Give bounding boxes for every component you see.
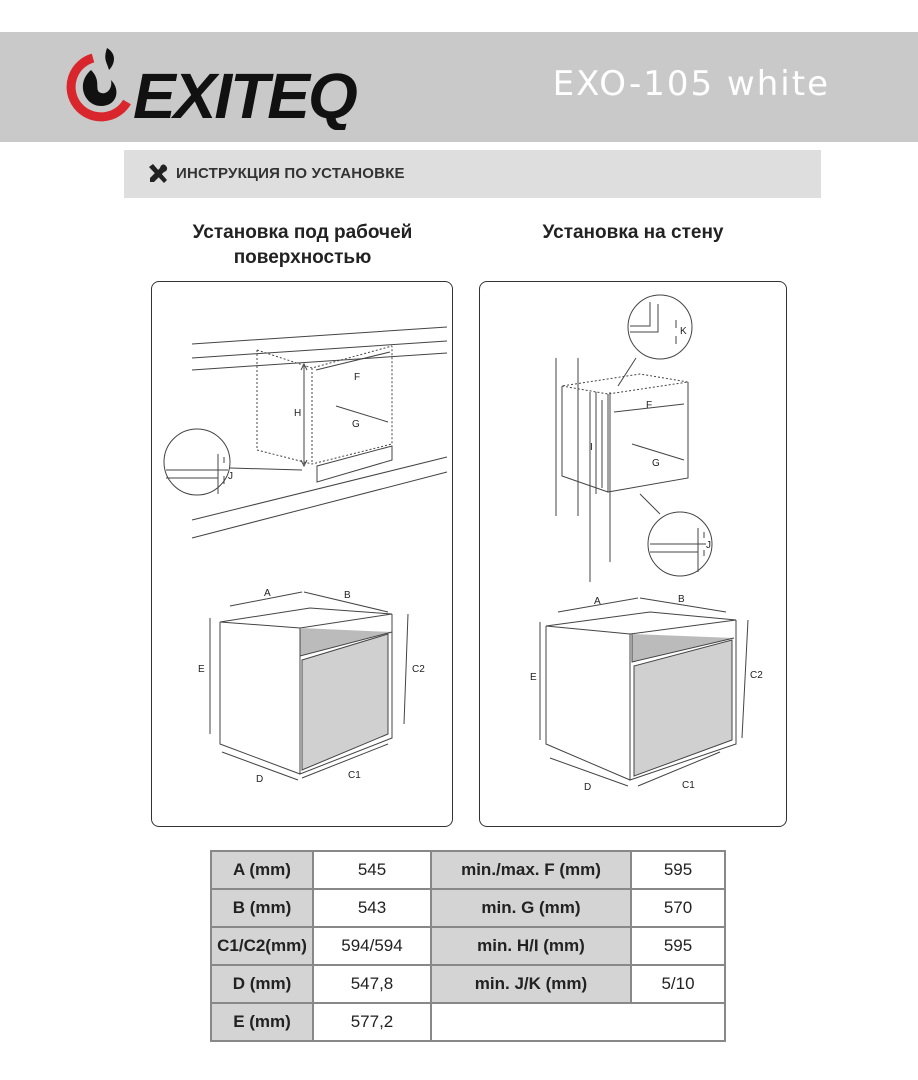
- wall-diagram: [480, 282, 786, 826]
- label-c1-wall: C1: [682, 780, 695, 791]
- section-title: ИНСТРУКЦИЯ ПО УСТАНОВКЕ: [176, 165, 405, 182]
- specs-table: [210, 850, 726, 1042]
- label-d: D: [256, 774, 264, 785]
- label-c2-wall: C2: [750, 670, 763, 681]
- label-i: I: [590, 442, 593, 453]
- label-b-wall: B: [678, 594, 685, 605]
- brand-logo: [55, 40, 395, 130]
- label-e: E: [198, 664, 205, 675]
- model-title: EXO-105 white: [552, 64, 830, 104]
- spec-key: C1/C2(mm): [211, 927, 313, 965]
- table-row: [211, 851, 725, 889]
- panel-title-wall: Установка на стену: [542, 222, 724, 243]
- empty-cell: [431, 1003, 725, 1041]
- logo-wordmark: EXITEQ: [133, 60, 356, 130]
- label-a: A: [264, 588, 271, 599]
- spec-value: 5/10: [631, 965, 725, 1003]
- spec-key: min. H/I (mm): [431, 927, 631, 965]
- spec-value: 547,8: [313, 965, 431, 1003]
- spec-value: 594/594: [313, 927, 431, 965]
- tools-icon: [146, 162, 170, 186]
- label-h: H: [294, 408, 302, 419]
- label-f-wall: F: [646, 400, 653, 411]
- spec-value: 545: [313, 851, 431, 889]
- label-e-wall: E: [530, 672, 537, 683]
- label-g-wall: G: [652, 458, 660, 469]
- table-row: [211, 1003, 725, 1041]
- spec-key: B (mm): [211, 889, 313, 927]
- spec-value: 570: [631, 889, 725, 927]
- spec-key: A (mm): [211, 851, 313, 889]
- under-counter-diagram: [152, 282, 452, 826]
- table-row: [211, 927, 725, 965]
- label-k: K: [680, 326, 687, 337]
- label-c1: C1: [348, 770, 361, 781]
- label-j: J: [228, 471, 233, 482]
- spec-value: 595: [631, 851, 725, 889]
- label-a-wall: A: [594, 596, 601, 607]
- section-bar: [124, 150, 821, 198]
- label-g: G: [352, 419, 360, 430]
- panel-title-under-counter: Установка под рабочей поверхностью: [192, 222, 413, 268]
- spec-value: 577,2: [313, 1003, 431, 1041]
- label-f: F: [354, 372, 361, 383]
- spec-key: min. G (mm): [431, 889, 631, 927]
- table-row: [211, 889, 725, 927]
- spec-key: E (mm): [211, 1003, 313, 1041]
- label-c2: C2: [412, 664, 425, 675]
- label-b: B: [344, 590, 351, 601]
- wall-panel: [479, 281, 787, 827]
- spec-key: min. J/K (mm): [431, 965, 631, 1003]
- label-j-wall: J: [706, 540, 711, 551]
- spec-key: D (mm): [211, 965, 313, 1003]
- spec-key: min./max. F (mm): [431, 851, 631, 889]
- label-d-wall: D: [584, 782, 592, 793]
- under-counter-panel: [151, 281, 453, 827]
- spec-value: 543: [313, 889, 431, 927]
- table-row: [211, 965, 725, 1003]
- spec-value: 595: [631, 927, 725, 965]
